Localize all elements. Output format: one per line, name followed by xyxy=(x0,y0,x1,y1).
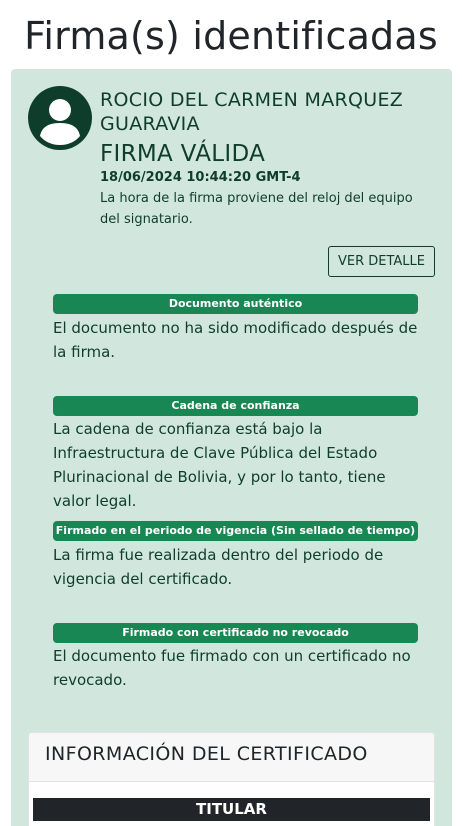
signature-status: FIRMA VÁLIDA xyxy=(100,141,266,167)
check-badge-not-revoked: Firmado con certificado no revocado xyxy=(53,623,418,643)
check-badge-trust-chain: Cadena de confianza xyxy=(53,396,418,416)
check-text-not-revoked: El documento fue firmado con un certificado no revocado. xyxy=(53,647,411,689)
certificate-info-header: INFORMACIÓN DEL CERTIFICADO xyxy=(29,733,434,782)
certificate-info-panel xyxy=(28,732,435,826)
check-text-authentic: El documento no ha sido modificado después de la firma. xyxy=(53,319,418,361)
signature-time-note: La hora de la firma proviene del reloj del equipo del signatario. xyxy=(100,191,413,227)
check-badge-validity-period: Firmado en el periodo de vigencia (Sin sellado de tiempo) xyxy=(53,521,418,541)
check-badge-authentic: Documento auténtico xyxy=(53,294,418,314)
check-text-validity-period: La firma fue realizada dentro del periodo de vigencia del certificado. xyxy=(53,546,384,588)
page-title: Firma(s) identificadas xyxy=(24,14,438,58)
signature-card xyxy=(11,69,452,826)
check-text-trust-chain: La cadena de confianza está bajo la Infraestructura de Clave Pública del Estado Plurinacional de Bolivia, y por lo tanto, tiene valor legal. xyxy=(53,420,386,510)
signature-datetime: 18/06/2024 10:44:20 GMT-4 xyxy=(100,170,301,185)
user-icon-graphic xyxy=(28,86,92,150)
user-icon xyxy=(28,86,92,150)
view-detail-button[interactable]: VER DETALLE xyxy=(328,246,435,277)
certificate-titular-heading: TITULAR xyxy=(33,798,430,821)
signer-name: ROCIO DEL CARMEN MARQUEZ GUARAVIA xyxy=(100,89,404,135)
